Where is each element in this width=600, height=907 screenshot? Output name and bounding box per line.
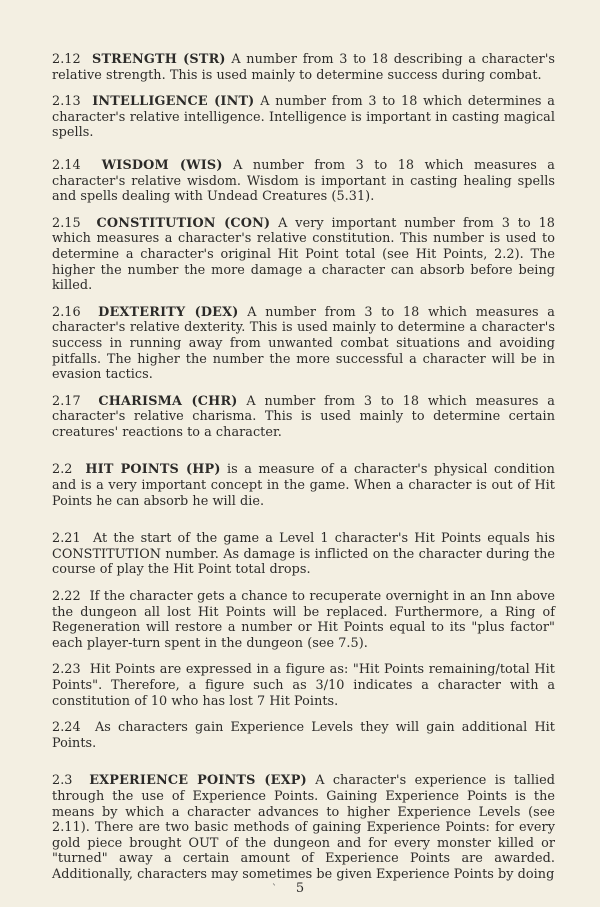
section-2-21 [52, 531, 555, 578]
section-number: 2.16 [52, 304, 81, 320]
section-2-15 [52, 216, 555, 294]
section-term: CHARISMA (CHR) [98, 393, 238, 409]
page-number: 5 [295, 881, 305, 896]
section-text: A number from 3 to 18 which measures a character's relative wisdom. Wisdom is important in casting healing spells and spells dealing with Undead Creatures (5.31). [52, 157, 555, 205]
section-number: 2.12 [52, 52, 81, 67]
section-text: As characters gain Experience Levels they will gain additional Hit Points. [52, 720, 555, 751]
scan-mark: ` [272, 884, 277, 895]
section-number: 2.21 [52, 531, 81, 547]
section-number: 2.2 [52, 462, 73, 478]
section-text: If the character gets a chance to recuperate overnight in an Inn above the dungeon all lost Hit Points will be replaced. Furthermore, a Ring of Regeneration will restore a number or Hit Points equal to its "plus factor" each player-turn spent in the dungeon (see 7.5). [52, 589, 555, 651]
section-number: 2.13 [52, 94, 81, 110]
section-2-12 [52, 52, 555, 83]
section-text: A number from 3 to 18 which determines a character's relative intelligence. Intelligence is important in casting magical spells. [52, 94, 555, 141]
section-2-2 [52, 462, 555, 509]
section-number: 2.23 [52, 662, 81, 678]
section-2-16 [52, 305, 555, 383]
section-term: WISDOM (WIS) [101, 157, 223, 173]
section-2-13 [52, 94, 555, 141]
section-term: INTELLIGENCE (INT) [92, 94, 255, 110]
section-term: STRENGTH (STR) [92, 52, 226, 67]
section-text: A very important number from 3 to 18 which measures a character's relative constitution. This number is used to determine a character's original Hit Point total (see Hit Points, 2.2). The higher the number the more damage a character can absorb before being killed. [52, 215, 555, 294]
section-2-23 [52, 662, 555, 709]
section-text: is a measure of a character's physical condition and is a very important concept in the game. When a character is out of Hit Points he can absorb he will die. [52, 462, 555, 509]
section-number: 2.14 [52, 157, 81, 173]
section-2-22 [52, 589, 555, 651]
section-number: 2.3 [52, 773, 73, 789]
section-text: Hit Points are expressed in a figure as: "Hit Points remaining/total Hit Points". Therefore, a figure such as 3/10 indicates a character with a constitution of 10 who has lost 7 Hit Points. [52, 662, 555, 709]
section-text: A number from 3 to 18 which measures a character's relative charisma. This is used mainly to determine certain creatures' reactions to a character. [52, 393, 555, 440]
section-text: At the start of the game a Level 1 character's Hit Points equals his CONSTITUTION number. As damage is inflicted on the character during the course of play the Hit Point total drops. [52, 531, 555, 578]
section-term: DEXTERITY (DEX) [98, 304, 239, 320]
section-term: EXPERIENCE POINTS (EXP) [89, 773, 307, 789]
section-term: CONSTITUTION (CON) [96, 215, 271, 231]
section-number: 2.24 [52, 720, 81, 736]
section-text: A character's experience is tallied through the use of Experience Points. Gaining Experience Points is the means by which a character advances to higher Experience Levels (see 2.11). There are two basic methods of gaining Experience Points: for every gold piece brought OUT of the dungeon and for every monster killed or "turned" away a certain amount of Experience Points are awarded. Additionally, characters may sometimes be given Experience Points by doing [52, 773, 555, 882]
section-text: A number from 3 to 18 describing a character's relative strength. This is used mainly to determine success during combat. [52, 52, 556, 83]
section-2-24 [52, 720, 555, 751]
section-2-14 [52, 158, 555, 205]
section-2-3 [52, 773, 555, 882]
section-text: A number from 3 to 18 which measures a character's relative dexterity. This is used mainly to determine a character's success in running away from unwanted combat situations and avoiding pitfalls. The higher the number the more successful a character will be in evasion tactics. [52, 304, 555, 383]
section-number: 2.15 [52, 215, 81, 231]
document-body [52, 52, 555, 894]
section-number: 2.17 [52, 393, 81, 409]
section-2-17 [52, 394, 555, 441]
section-term: HIT POINTS (HP) [85, 462, 221, 478]
section-number: 2.22 [52, 589, 81, 605]
